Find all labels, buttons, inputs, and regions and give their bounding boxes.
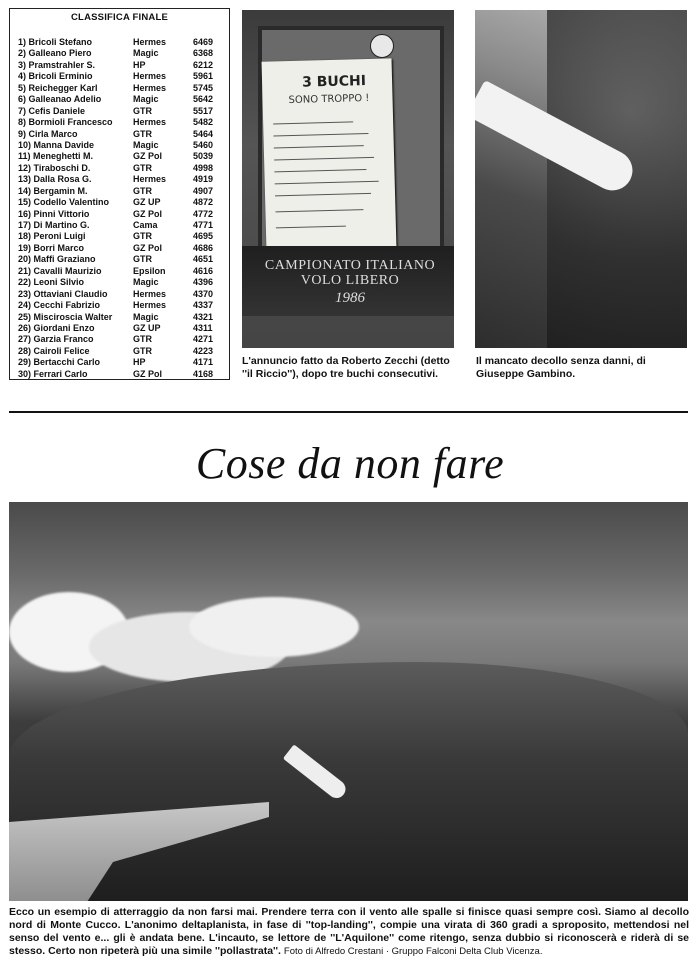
standings-glider: Hermes — [133, 82, 167, 93]
standings-glider: GTR — [133, 254, 152, 265]
photo-notice-board — [242, 10, 454, 348]
standings-points: 4686 — [193, 242, 214, 253]
standings-glider: Hermes — [133, 117, 167, 128]
standings-glider: Hermes — [133, 288, 167, 299]
photo-hill-landing — [9, 502, 688, 901]
standings-row — [18, 106, 223, 117]
standings-glider: GTR — [133, 231, 152, 242]
standings-points: 5464 — [193, 128, 214, 139]
standings-name: 13) Dalla Rosa G. — [18, 174, 92, 185]
standings-points: 6212 — [193, 59, 214, 70]
caption-failed-launch: Il mancato decollo senza danni, di Giuseppe Gambino. — [476, 355, 646, 380]
standings-points: 4171 — [193, 357, 214, 368]
article-text: Ecco un esempio di atterraggio da non farsi mai. Prendere terra con il vento alle spalle si finisce quasi sempre così. Siamo al decollo nord di Monte Cucco. L'anonimo deltaplanista, in fase di ''top-landing'', compie una virata di 360 gradi a sproposito, mettendosi nel senso del vento e... gli è andata bene. L'incauto, se lettore de ''L'Aquilone'' come ritengo, senza dubbio si riconoscerà e riderà di se stesso. Certo non ripeterà più una simile ''pollastrata''. — [9, 906, 689, 957]
logo-badge — [370, 34, 394, 58]
standings-name: 16) Pinni Vittorio — [18, 208, 90, 219]
standings-points: 5961 — [193, 71, 214, 82]
standings-name: 2) Galleano Piero — [18, 48, 92, 59]
standings-glider: GTR — [133, 128, 152, 139]
standings-name: 12) Tiraboschi D. — [18, 162, 91, 173]
standings-name: 26) Giordani Enzo — [18, 322, 95, 333]
standings-name: 4) Bricoli Erminio — [18, 71, 93, 82]
standings-glider: GTR — [133, 334, 152, 345]
standings-glider: Hermes — [133, 71, 167, 82]
standings-name: 1) Bricoli Stefano — [18, 37, 93, 47]
standings-row — [18, 129, 223, 140]
standings-glider: GZ UP — [133, 197, 161, 208]
standings-name: 15) Codello Valentino — [18, 197, 110, 208]
standings-name: 24) Cecchi Fabrizio — [18, 300, 101, 311]
standings-row — [18, 323, 223, 334]
plate-text — [260, 258, 440, 288]
standings-glider: GTR — [133, 185, 152, 196]
standings-row — [18, 357, 223, 368]
standings-glider: HP — [133, 59, 146, 70]
standings-glider: GTR — [133, 105, 152, 116]
standings-row — [18, 117, 223, 128]
standings-glider: GZ Pol — [133, 368, 162, 379]
standings-name: 20) Maffi Graziano — [18, 254, 96, 265]
standings-glider: GZ Pol — [133, 151, 162, 162]
headline: Cose da non fare — [195, 439, 505, 488]
standings-row — [18, 140, 223, 151]
standings-name: 29) Bertacchi Carlo — [18, 357, 101, 368]
standings-row — [18, 243, 223, 254]
standings-row — [18, 163, 223, 174]
standings-points: 4872 — [193, 197, 214, 208]
standings-points: 6368 — [193, 48, 214, 59]
standings-name: 11) Meneghetti M. — [18, 151, 94, 162]
standings-row — [18, 48, 223, 59]
sign-subheading: SONO TROPPO ! — [288, 92, 370, 107]
standings-name: 3) Pramstrahler S. — [18, 59, 96, 70]
plate-year: 1986 — [335, 290, 365, 306]
standings-points: 5039 — [193, 151, 214, 162]
standings-points: 4311 — [193, 322, 213, 333]
standings-name: 21) Cavalli Maurizio — [18, 265, 102, 276]
standings-points: 4919 — [193, 174, 214, 185]
standings-glider: Hermes — [133, 37, 167, 47]
standings-name: 17) Di Martino G. — [18, 220, 90, 230]
standings-row — [18, 231, 223, 242]
standings-glider: Hermes — [133, 174, 167, 185]
standings-glider: HP — [133, 357, 146, 368]
standings-name: 14) Bergamin M. — [18, 185, 88, 196]
handwritten-sign — [262, 58, 397, 251]
standings-glider: Magic — [133, 48, 159, 59]
standings-points: 4772 — [193, 208, 214, 219]
standings-row — [18, 209, 223, 220]
standings-glider: GZ Pol — [133, 208, 162, 219]
standings-glider: GZ Pol — [133, 242, 162, 253]
standings-row — [18, 37, 223, 48]
standings-row — [18, 277, 223, 288]
standings-glider: Magic — [133, 139, 159, 150]
standings-row — [18, 369, 223, 380]
standings-points: 4321 — [193, 311, 214, 322]
standings-points: 4998 — [193, 162, 214, 173]
standings-points: 5460 — [193, 139, 214, 150]
standings-row — [18, 197, 223, 208]
standings-points: 4337 — [193, 300, 214, 311]
standings-points: 4771 — [193, 220, 214, 230]
photo-credit: Foto di Alfredo Crestani · Gruppo Falconi Delta Club Vicenza. — [283, 946, 543, 957]
standings-points: 5745 — [193, 82, 214, 93]
standings-name: 27) Garzia Franco — [18, 334, 94, 345]
standings-name: 8) Bormioli Francesco — [18, 117, 113, 128]
standings-row — [18, 300, 223, 311]
standings-row — [18, 254, 223, 265]
standings-row — [18, 312, 223, 323]
standings-row — [18, 266, 223, 277]
standings-row — [18, 346, 223, 357]
standings-glider: Hermes — [133, 300, 167, 311]
standings-glider: Epsilon — [133, 265, 166, 276]
standings-points: 4168 — [193, 368, 214, 379]
standings-row — [18, 151, 223, 162]
photo-failed-launch — [475, 10, 687, 348]
standings-points: 4907 — [193, 185, 214, 196]
standings-name: 6) Galleanao Adelio — [18, 94, 102, 105]
standings-table — [9, 8, 230, 380]
standings-glider: GTR — [133, 162, 152, 173]
standings-glider: Cama — [133, 220, 158, 230]
standings-glider: GTR — [133, 345, 152, 356]
standings-points: 4695 — [193, 231, 214, 242]
standings-name: 30) Ferrari Carlo — [18, 368, 88, 379]
standings-name: 7) Cefis Daniele — [18, 105, 86, 116]
standings-row — [18, 186, 223, 197]
standings-row — [18, 174, 223, 185]
standings-rows — [18, 37, 223, 380]
standings-points: 4223 — [193, 345, 214, 356]
standings-name: 5) Reichegger Karl — [18, 82, 98, 93]
standings-row — [18, 220, 223, 231]
caption-notice-board: L'annuncio fatto da Roberto Zecchi (detto ''il Riccio''), dopo tre buchi consecutivi. — [242, 355, 450, 380]
standings-name: 10) Manna Davide — [18, 139, 95, 150]
standings-points: 4396 — [193, 277, 214, 288]
standings-name: 23) Ottaviani Claudio — [18, 288, 108, 299]
standings-glider: GZ UP — [133, 322, 161, 333]
standings-row — [18, 289, 223, 300]
standings-name: 9) Cirla Marco — [18, 128, 78, 139]
standings-points: 5517 — [193, 105, 214, 116]
standings-row — [18, 334, 223, 345]
standings-glider: Magic — [133, 94, 159, 105]
standings-points: 5642 — [193, 94, 214, 105]
standings-name: 19) Borri Marco — [18, 242, 85, 253]
standings-name: 18) Peroni Luigi — [18, 231, 86, 242]
cloud — [189, 597, 359, 657]
standings-name: 25) Misciroscia Walter — [18, 311, 113, 322]
standings-points: 5482 — [193, 117, 214, 128]
standings-glider: Magic — [133, 277, 159, 288]
standings-points: 6469 — [193, 37, 214, 47]
standings-points: 4271 — [193, 334, 214, 345]
article-body — [9, 906, 689, 958]
sign-heading: 3 BUCHI — [301, 73, 367, 91]
standings-title: CLASSIFICA FINALE — [71, 12, 168, 23]
plate-line-2: VOLO LIBERO — [300, 273, 400, 288]
standings-row — [18, 94, 223, 105]
standings-points: 4370 — [193, 288, 214, 299]
standings-glider: Magic — [133, 311, 159, 322]
plate-line-1: CAMPIONATO ITALIANO — [264, 258, 436, 273]
standings-points: 4651 — [193, 254, 214, 265]
standings-row — [18, 60, 223, 71]
standings-row — [18, 83, 223, 94]
section-divider — [9, 411, 688, 413]
standings-row — [18, 71, 223, 82]
standings-points: 4616 — [193, 265, 214, 276]
standings-name: 22) Leoni Silvio — [18, 277, 85, 288]
standings-name: 28) Cairoli Felice — [18, 345, 90, 356]
